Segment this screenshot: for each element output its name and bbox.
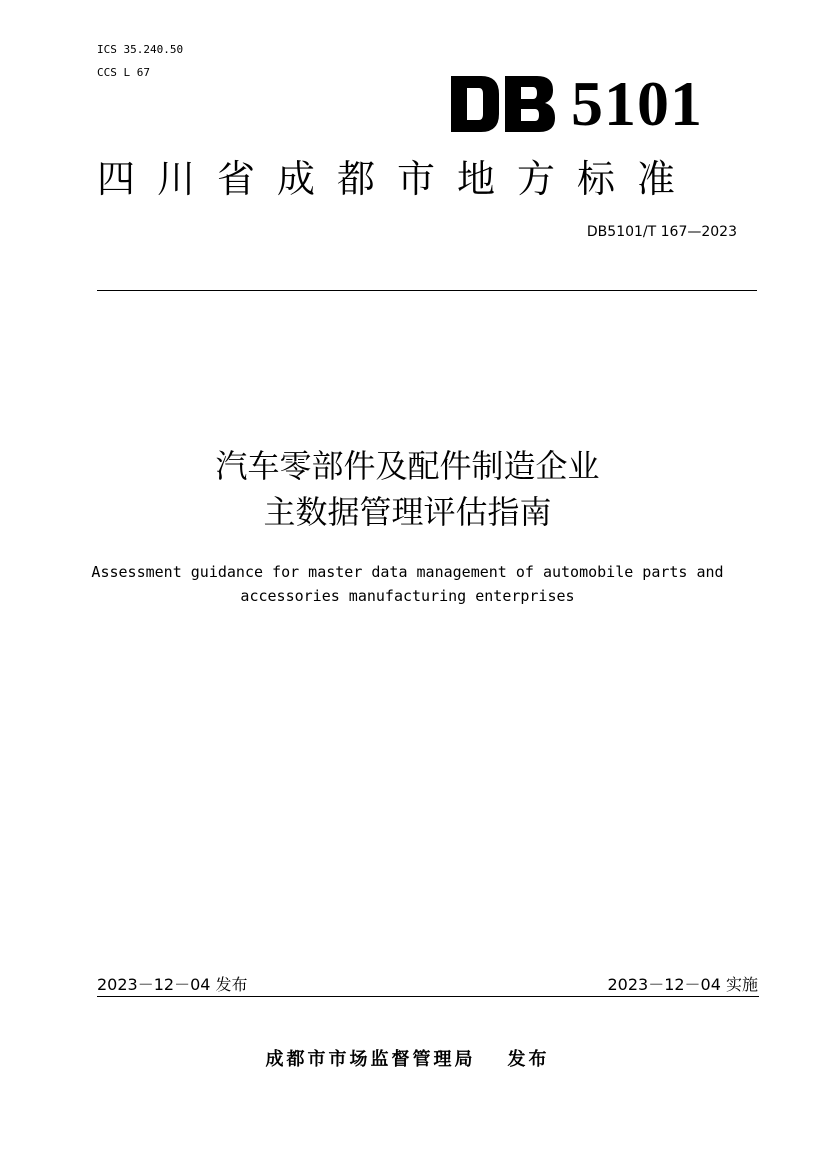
issue-date: 2023－12－04 发布: [97, 975, 248, 994]
english-title: [0, 560, 815, 608]
db-logo: [451, 68, 703, 139]
db-number: 5101: [571, 68, 703, 139]
issuer-name: 成都市市场监督管理局: [265, 1049, 476, 1070]
chinese-title-line-1: 汽车零部件及配件制造企业: [215, 447, 600, 485]
english-title-line-1: Assessment guidance for master data management of automobile parts and: [91, 563, 724, 581]
implementation-date: 2023－12－04 实施: [607, 975, 758, 994]
chinese-title-line-2: 主数据管理评估指南: [263, 493, 552, 531]
standard-type: 四川省成都市地方标准: [97, 157, 698, 201]
standard-code: DB5101/T 167—2023: [586, 224, 737, 240]
english-title-line-2: accessories manufacturing enterprises: [240, 587, 575, 605]
chinese-title: [0, 443, 815, 535]
db-mark-icon: [451, 76, 555, 132]
top-divider: [97, 290, 757, 291]
ccs-code: CCS L 67: [97, 66, 150, 79]
ics-code: ICS 35.240.50: [97, 43, 184, 56]
issuer-action: 发布: [507, 1049, 550, 1070]
issuer: [0, 1047, 815, 1073]
bottom-divider: [97, 996, 759, 997]
